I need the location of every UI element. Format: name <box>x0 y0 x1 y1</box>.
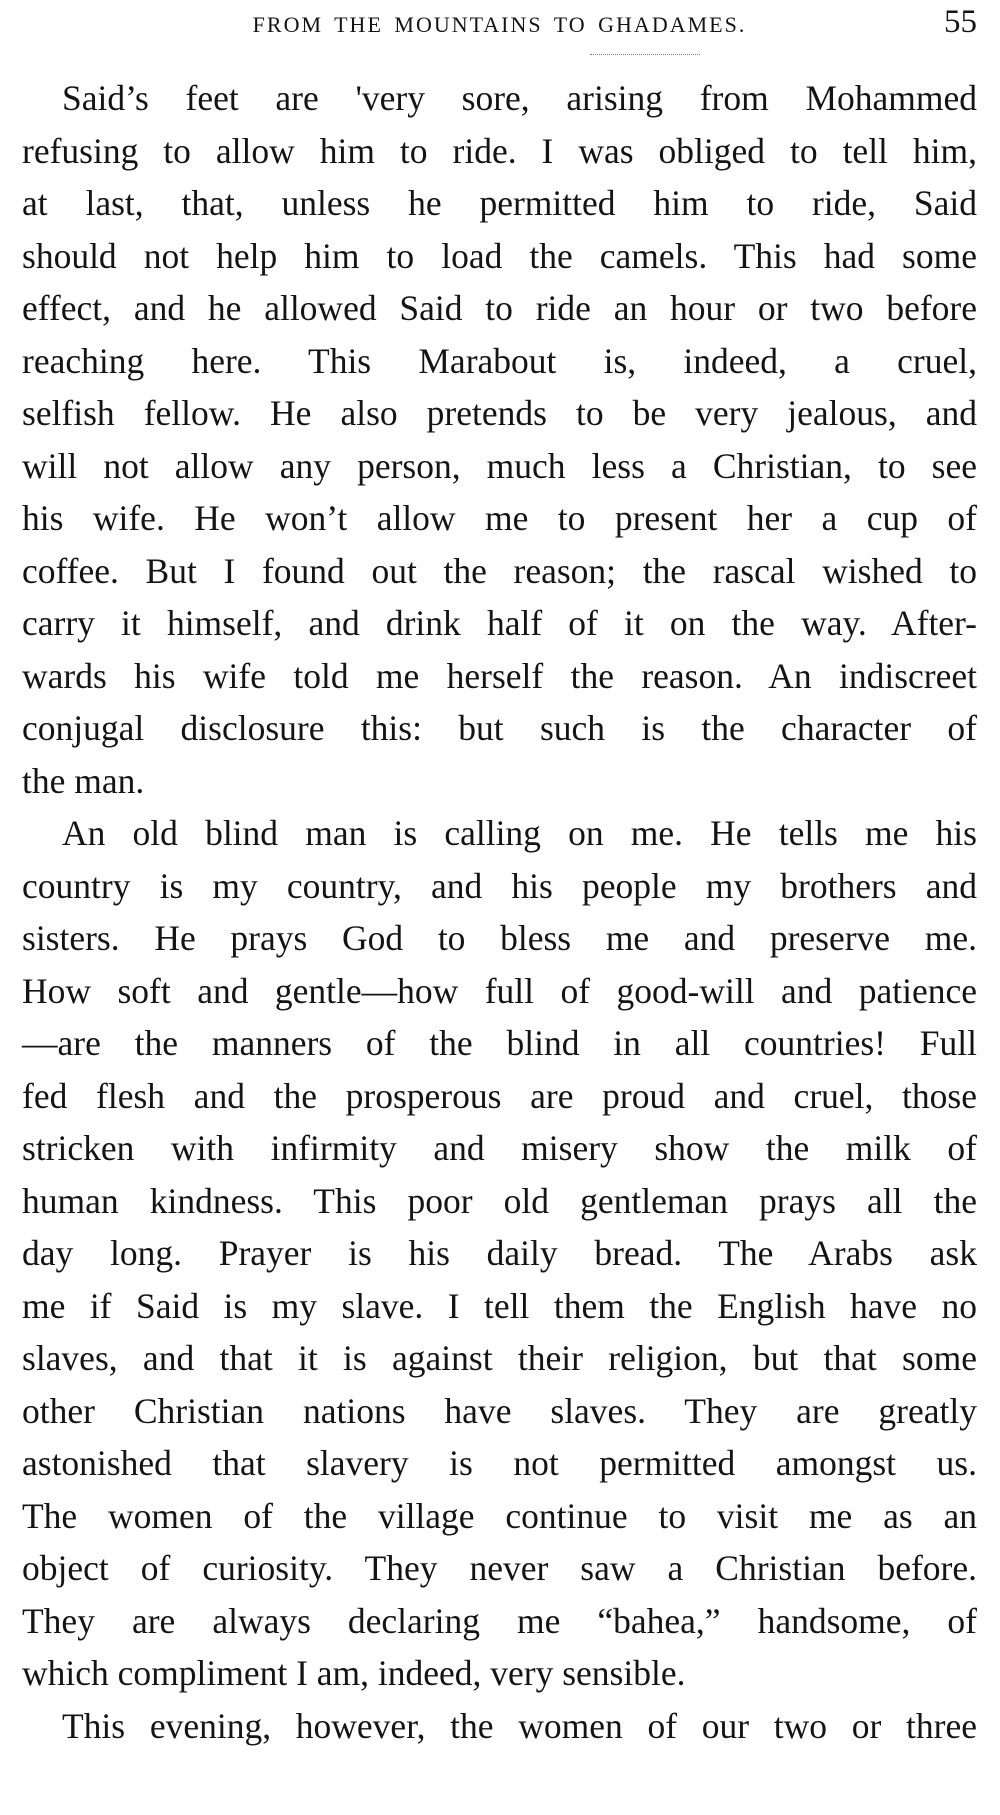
text-line: An old blind man is calling on me. He tells me his <box>62 813 977 853</box>
body-text <box>22 72 977 1752</box>
text-line: will not allow any person, much less a Christian, to see <box>22 445 977 486</box>
text-line: sisters. He prays God to bless me and preserve me. <box>22 918 977 958</box>
text-line: The women of the village continue to visit me as an <box>22 1495 977 1536</box>
text-line: stricken with infirmity and misery show the milk of <box>22 1128 977 1168</box>
text-line: fed flesh and the prosperous are proud and cruel, those <box>22 1075 977 1116</box>
text-line: reaching here. This Marabout is, indeed, a cruel, <box>22 340 977 381</box>
text-line: other Christian nations have slaves. They are greatly <box>22 1390 977 1431</box>
text-line: his wife. He won’t allow me to present her a cup of <box>22 498 977 538</box>
text-line: carry it himself, and drink half of it on the way. After- <box>22 603 977 643</box>
text-line: This evening, however, the women of our two or three <box>62 1705 977 1746</box>
text-line: —are the manners of the blind in all countries! Full <box>22 1023 977 1063</box>
text-line: at last, that, unless he permitted him to ride, Said <box>22 183 977 223</box>
text-line: me if Said is my slave. I tell them the English have no <box>22 1285 977 1326</box>
text-line: selfish fellow. He also pretends to be very jealous, and <box>22 393 977 433</box>
text-line: effect, and he allowed Said to ride an hour or two before <box>22 288 977 328</box>
text-line: which compliment I am, indeed, very sensible. <box>22 1653 686 1693</box>
text-line: wards his wife told me herself the reason. An indiscreet <box>22 655 977 696</box>
text-line: How soft and gentle—how full of good-will and patience <box>22 970 977 1011</box>
text-line: should not help him to load the camels. This had some <box>22 235 977 276</box>
header-rule <box>590 54 700 55</box>
running-head <box>22 4 977 44</box>
text-line: slaves, and that it is against their religion, but that some <box>22 1338 977 1378</box>
text-line: Said’s feet are 'very sore, arising from Mohammed <box>62 78 977 118</box>
text-line: coffee. But I found out the reason; the rascal wished to <box>22 550 977 591</box>
text-line: human kindness. This poor old gentleman prays all the <box>22 1180 977 1221</box>
text-line: object of curiosity. They never saw a Christian before. <box>22 1548 977 1588</box>
running-title: FROM THE MOUNTAINS TO GHADAMES. <box>252 12 747 37</box>
text-line: country is my country, and his people my brothers and <box>22 865 977 906</box>
page-number: 55 <box>944 4 977 40</box>
text-line: conjugal disclosure this: but such is the character of <box>22 708 977 748</box>
text-line: astonished that slavery is not permitted amongst us. <box>22 1443 977 1483</box>
text-line: day long. Prayer is his daily bread. The Arabs ask <box>22 1233 977 1273</box>
text-line: They are always declaring me “bahea,” handsome, of <box>22 1600 977 1641</box>
text-line: the man. <box>22 760 145 801</box>
text-line: refusing to allow him to ride. I was obliged to tell him, <box>22 130 977 171</box>
